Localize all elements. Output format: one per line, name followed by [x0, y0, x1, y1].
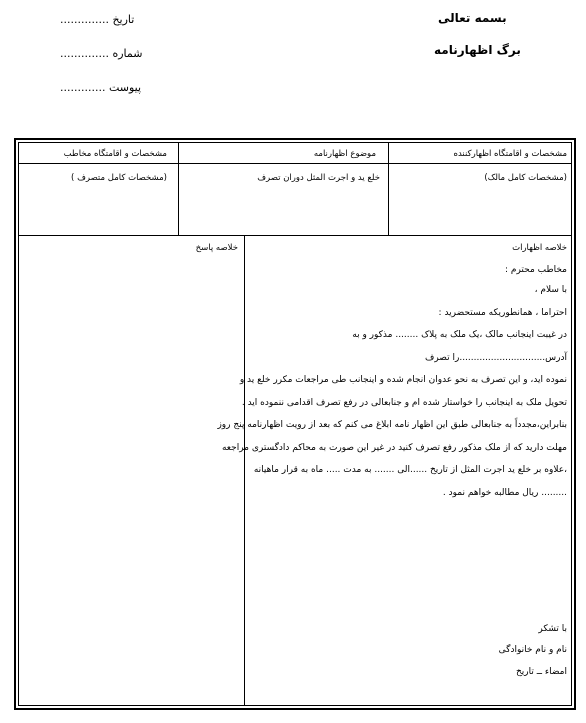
- declaration-form: [14, 138, 576, 710]
- summary-column-divider: [244, 235, 245, 705]
- section-divider: [19, 235, 571, 236]
- statement-line: ،علاوه بر خلع ید اجرت المثل از تاریخ ......الی ....... به مدت ..... ماه به قرار ماهیانه: [253, 465, 567, 475]
- statement-line: با سلام ،: [534, 285, 567, 295]
- declarant-value: (مشخصات کامل مالک): [484, 173, 567, 183]
- closing-thanks: با تشکر: [538, 624, 567, 634]
- subject-value: خلع ید و اجرت المثل دوران تصرف: [257, 173, 380, 183]
- declarant-header: مشخصات و اقامتگاه اظهارکننده: [453, 149, 567, 159]
- column-divider-right: [388, 143, 389, 235]
- date-field: تاریخ ..............: [60, 13, 135, 26]
- number-field: شماره ..............: [60, 47, 143, 60]
- form-inner-border: [18, 142, 572, 706]
- statement-line: در غیبت اینجانب مالک ،یک ملک به پلاک ........ مذکور و به: [352, 330, 567, 340]
- header-row-divider: [19, 163, 571, 164]
- signature-date-line: امضاء ــ تاریخ: [515, 667, 567, 677]
- statement-line: مخاطب محترم :: [504, 265, 567, 275]
- statement-header: خلاصه اظهارات: [512, 243, 567, 253]
- addressee-header: مشخصات و اقامتگاه مخاطب: [63, 149, 167, 159]
- statement-line: ......... ریال مطالبه خواهم نمود .: [442, 488, 567, 498]
- attachment-field: پیوست .............: [60, 81, 142, 94]
- column-divider-left: [178, 143, 179, 235]
- statement-line: آدرس..............................را تصرف: [425, 353, 567, 363]
- reply-header: خلاصه پاسخ: [195, 243, 238, 253]
- statement-line: نموده اید، و این تصرف به نحو عدوان انجام شده و اینجانب طی مراجعات مکرر خلع ید و: [239, 375, 567, 385]
- addressee-value: (مشخصات کامل متصرف ): [71, 173, 167, 183]
- statement-line: تحویل ملک به اینجانب را خواستار شده ام و جنابعالی در رفع تصرف اقدامی ننموده اید .: [241, 398, 567, 408]
- statement-line: احتراما ، همانطوریکه مستحضرید :: [438, 308, 567, 318]
- basmala: بسمه تعالی: [438, 11, 507, 25]
- statement-line: مهلت دارید که از ملک مذکور رفع تصرف کنید در غیر این صورت به محاکم دادگستری مراجعه: [221, 443, 567, 453]
- name-line: نام و نام خانوادگی: [498, 645, 567, 655]
- subject-header: موضوع اظهارنامه: [313, 149, 376, 159]
- form-title: برگ اظهارنامه: [434, 43, 521, 57]
- statement-line: بنابراین،مجدداً به جنابعالی طبق این اظهار نامه ابلاغ می کنم که بعد از رویت اظهارنامه پنج روز: [217, 420, 567, 430]
